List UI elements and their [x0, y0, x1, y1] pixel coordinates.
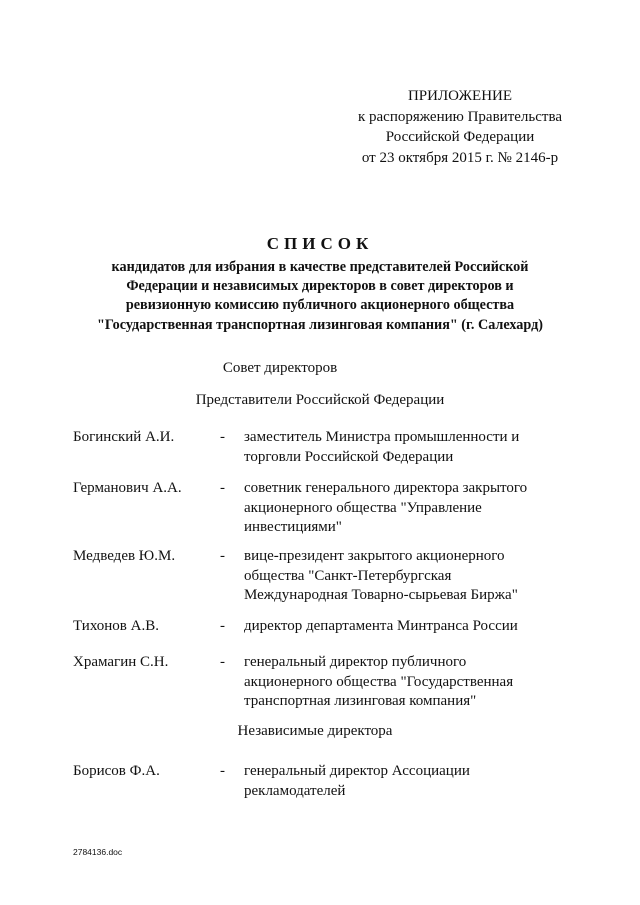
- candidate-position: [244, 428, 544, 467]
- position-line: акционерного общества "Государственная: [244, 673, 514, 690]
- position-line: рекламодателей: [244, 782, 346, 799]
- candidate-name: Тихонов А.В.: [73, 618, 159, 634]
- entry-dash: -: [220, 548, 225, 564]
- document-title: СПИСОК: [266, 234, 374, 253]
- candidate-name: Храмагин С.Н.: [73, 654, 169, 670]
- document-subtitle: [40, 258, 600, 335]
- candidate-name: Борисов Ф.А.: [73, 763, 160, 779]
- entry-dash: -: [220, 480, 225, 496]
- candidate-position: [244, 547, 544, 606]
- candidate-name: Германович А.А.: [73, 480, 182, 496]
- appendix-line: Российской Федерации: [385, 129, 535, 145]
- entry-dash: -: [220, 618, 225, 634]
- appendix-line: от 23 октября 2015 г. № 2146-р: [361, 149, 559, 166]
- subtitle-line: Федерации и независимых директоров в совет директоров и: [126, 278, 514, 295]
- position-line: транспортная лизинговая компания": [244, 693, 477, 709]
- entry-dash: -: [220, 654, 225, 670]
- position-line: акционерного общества "Управление: [244, 499, 482, 516]
- candidate-name: Богинский А.И.: [73, 429, 175, 445]
- position-line: общества "Санкт-Петербургская: [244, 567, 452, 584]
- candidate-position: [244, 479, 544, 538]
- title-block: [40, 233, 600, 335]
- position-line: торговли Российской Федерации: [244, 448, 454, 465]
- appendix-block: [330, 86, 590, 168]
- candidate-name: Медведев Ю.М.: [73, 548, 176, 564]
- appendix-heading: ПРИЛОЖЕНИЕ: [407, 88, 513, 104]
- subtitle-line: кандидатов для избрания в качестве представителей Российской: [111, 259, 529, 275]
- position-line: Международная Товарно-сырьевая Биржа": [244, 587, 518, 603]
- position-line: заместитель Министра промышленности и: [244, 429, 520, 445]
- entry-dash: -: [220, 429, 225, 445]
- position-line: инвестициями": [244, 519, 342, 535]
- subtitle-line: "Государственная транспортная лизинговая компания" (г. Салехард): [96, 316, 544, 333]
- position-line: вице-президент закрытого акционерного: [244, 548, 505, 564]
- candidate-position: [244, 617, 544, 637]
- entry-dash: -: [220, 763, 225, 779]
- subtitle-line: ревизионную комиссию публичного акционерного общества: [125, 297, 515, 314]
- position-line: директор департамента Минтранса России: [244, 618, 518, 634]
- section-heading-independent: Независимые директора: [237, 723, 393, 739]
- candidate-position: [244, 762, 544, 801]
- section-heading-rf-representatives: Представители Российской Федерации: [195, 392, 445, 408]
- footer-filename: 2784136.doc: [73, 847, 123, 857]
- position-line: советник генерального директора закрытого: [244, 480, 528, 496]
- section-heading-board: Совет директоров: [222, 360, 338, 376]
- candidate-position: [244, 653, 544, 712]
- appendix-line: к распоряжению Правительства: [357, 108, 562, 125]
- position-line: генеральный директор Ассоциации: [244, 763, 470, 779]
- position-line: генеральный директор публичного: [244, 654, 467, 670]
